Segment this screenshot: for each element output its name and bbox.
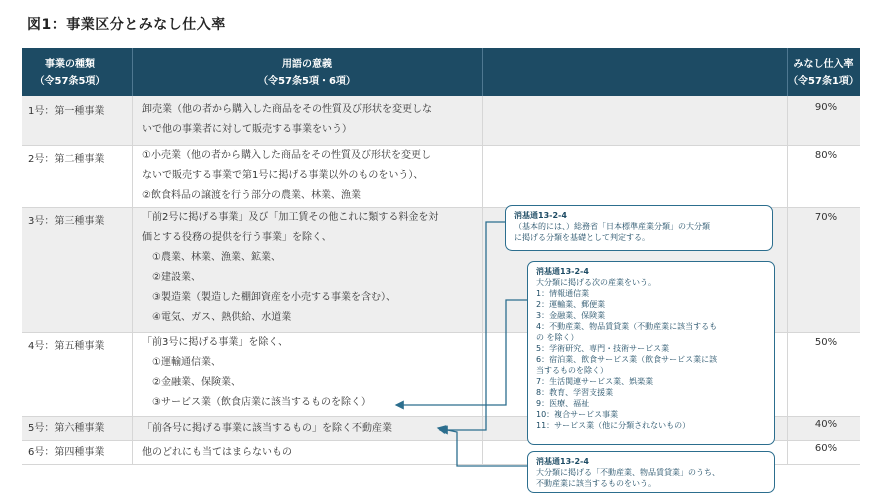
row-rate: 60% — [814, 443, 838, 454]
arrow-note3-to-row5 — [438, 428, 527, 466]
row-definition: 他のどれにも当てはまらないもの — [142, 447, 292, 458]
arrow-note2-to-row4 — [396, 300, 527, 405]
row-rate: 50% — [814, 337, 838, 348]
row-rate: 70% — [814, 212, 838, 223]
note-title: 消基通13-2-4 — [514, 211, 567, 220]
note-title: 消基通13-2-4 — [536, 457, 589, 466]
arrow-note1-to-row5 — [440, 222, 505, 430]
row-definition: 「前各号に掲げる事業に該当するもの」を除く不動産業 — [142, 423, 392, 434]
row-definition: ①小売業（他の者から購入した商品をその性質及び形状を変更し ないで販売する事業で第1号に掲げる事業以外のものをいう）、 ②飲食料品の譲渡を行う部分の農業、林業、漁業 — [142, 150, 431, 201]
row-definition: 「前2号に掲げる事業」及び「加工賃その他これに類する料金を対 価とする役務の提供を行う事業」を除く、 ①農業、林業、漁業、鉱業、 ②建設業、 ③製造業（製造した棚卸資産を小売する事業を含む）、 ④電気、ガス、熱供給、水道業 — [142, 212, 439, 323]
header-deemed-purchase-rate: みなし仕入率 （令57条1項） — [788, 59, 859, 87]
row-definition: 「前3号に掲げる事業」を除く、 ①運輸通信業、 ②金融業、保険業、 ③サービス業（飲食店業に該当するものを除く） — [142, 337, 371, 408]
row-rate: 90% — [814, 102, 838, 113]
row-rate: 40% — [814, 419, 838, 430]
row-business-type: 6号：第四種事業 — [28, 447, 105, 458]
row-business-type: 3号：第三種事業 — [28, 216, 105, 227]
row-business-type: 5号：第六種事業 — [28, 423, 105, 434]
note-box: 消基通13-2-4 （基本的には、）総務省「日本標準産業分類」の大分類 に掲げる分類を基礎として判定する。 — [505, 205, 773, 251]
header-term-meaning: 用語の意義 （令57条5項・6項） — [258, 59, 356, 87]
note-title: 消基通13-2-4 — [536, 267, 589, 276]
note-box: 消基通13-2-4 大分類に掲げる次の産業をいう。 1：情報通信業 2：運輸業、郵便業 3：金融業、保険業 4：不動産業、物品賃貸業（不動産業に該当するも の を除く） 5：学術研究、専門・技術サービス業 6：宿泊業、飲食サービス業（飲食サービス業に該 当するものを除く） 7：生活関連サービス業、娯楽業 8：教育、学習支援業 9：医療、福祉 10：複合サービス事業 11：サービス業（他に分類されないもの） — [527, 261, 775, 445]
row-rate: 80% — [814, 150, 838, 161]
row-business-type: 1号：第一種事業 — [28, 106, 105, 117]
row-business-type: 4号：第五種事業 — [28, 341, 105, 352]
figure-title: 図1：事業区分とみなし仕入率 — [27, 17, 226, 33]
row-business-type: 2号：第二種事業 — [28, 154, 105, 165]
note-box: 消基通13-2-4 大分類に掲げる「不動産業、物品賃貸業」のうち、 不動産業に該当するものをいう。 — [527, 451, 775, 493]
row-definition: 卸売業（他の者から購入した商品をその性質及び形状を変更しな いで他の事業者に対して販売する事業をいう） — [142, 104, 432, 135]
header-business-type: 事業の種類 （令57条5項） — [34, 59, 106, 87]
